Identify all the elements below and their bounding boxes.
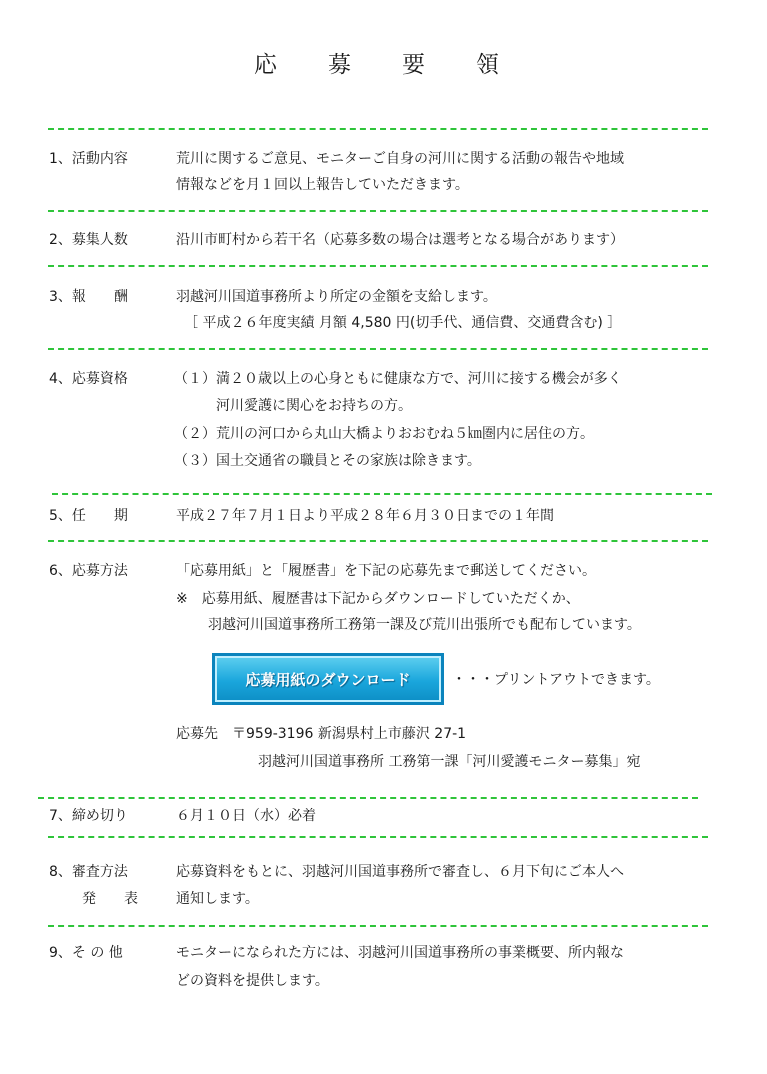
other-text: どの資料を提供します。: [176, 973, 329, 989]
divider: [48, 348, 708, 350]
address-line: 羽越河川国道事務所 工務第一課「河川愛護モニター募集」宛: [258, 754, 641, 770]
section-label-review: 8、審査方法: [49, 864, 128, 880]
deadline-text: ６月１０日（水）必着: [176, 808, 316, 824]
divider: [48, 210, 708, 212]
eligibility-item: （１）満２０歳以上の心身ともに健康な方で、河川に接する機会が多く: [174, 371, 622, 387]
review-text: 通知します。: [176, 891, 259, 907]
activity-text: 情報などを月１回以上報告していただきます。: [176, 177, 469, 193]
address-line: 応募先 〒959-3196 新潟県村上市藤沢 27-1: [176, 726, 467, 742]
divider: [48, 128, 708, 130]
section-label-eligibility: 4、応募資格: [49, 371, 128, 387]
divider: [38, 797, 698, 799]
section-label-method: 6、応募方法: [49, 563, 128, 579]
eligibility-item: （３）国土交通省の職員とその家族は除きます。: [174, 453, 481, 469]
term-text: 平成２７年７月１日より平成２８年６月３０日までの１年間: [176, 508, 554, 524]
section-label-activity: 1、活動内容: [49, 151, 128, 167]
download-note: ・・・プリントアウトできます。: [452, 672, 660, 688]
reward-detail: ［ 平成２６年度実績 月額 4,580 円(切手代、通信費、交通費含む) ］: [184, 315, 622, 331]
divider: [52, 493, 712, 495]
method-note: 羽越河川国道事務所工務第一課及び荒川出張所でも配布しています。: [208, 617, 641, 633]
download-application-button[interactable]: 応募用紙のダウンロード: [212, 653, 444, 705]
page-title: 応 募 要 領: [254, 52, 513, 78]
section-label-deadline: 7、締め切り: [49, 808, 128, 824]
review-text: 応募資料をもとに、羽越河川国道事務所で審査し、６月下旬にご本人へ: [176, 864, 624, 880]
method-text: 「応募用紙」と「履歴書」を下記の応募先まで郵送してください。: [176, 563, 596, 579]
method-note: ※ 応募用紙、履歴書は下記からダウンロードしていただくか、: [176, 591, 580, 607]
divider: [48, 540, 708, 542]
section-label-term: 5、任 期: [49, 508, 128, 524]
section-label-reward: 3、報 酬: [49, 289, 128, 305]
section-label-other: 9、そ の 他: [49, 945, 123, 961]
divider: [48, 265, 708, 267]
activity-text: 荒川に関するご意見、モニターご自身の河川に関する活動の報告や地域: [176, 151, 624, 167]
section-label-recruitment: 2、募集人数: [49, 232, 128, 248]
divider: [48, 925, 708, 927]
recruitment-text: 沿川市町村から若干名（応募多数の場合は選考となる場合があります）: [176, 232, 624, 248]
reward-text: 羽越河川国道事務所より所定の金額を支給します。: [176, 289, 497, 305]
eligibility-item: （２）荒川の河口から丸山大橋よりおおむね５㎞圏内に居住の方。: [174, 426, 594, 442]
section-label-announcement: 発 表: [82, 891, 138, 907]
divider: [48, 836, 708, 838]
other-text: モニターになられた方には、羽越河川国道事務所の事業概要、所内報な: [176, 945, 624, 961]
eligibility-item: 河川愛護に関心をお持ちの方。: [216, 398, 412, 414]
